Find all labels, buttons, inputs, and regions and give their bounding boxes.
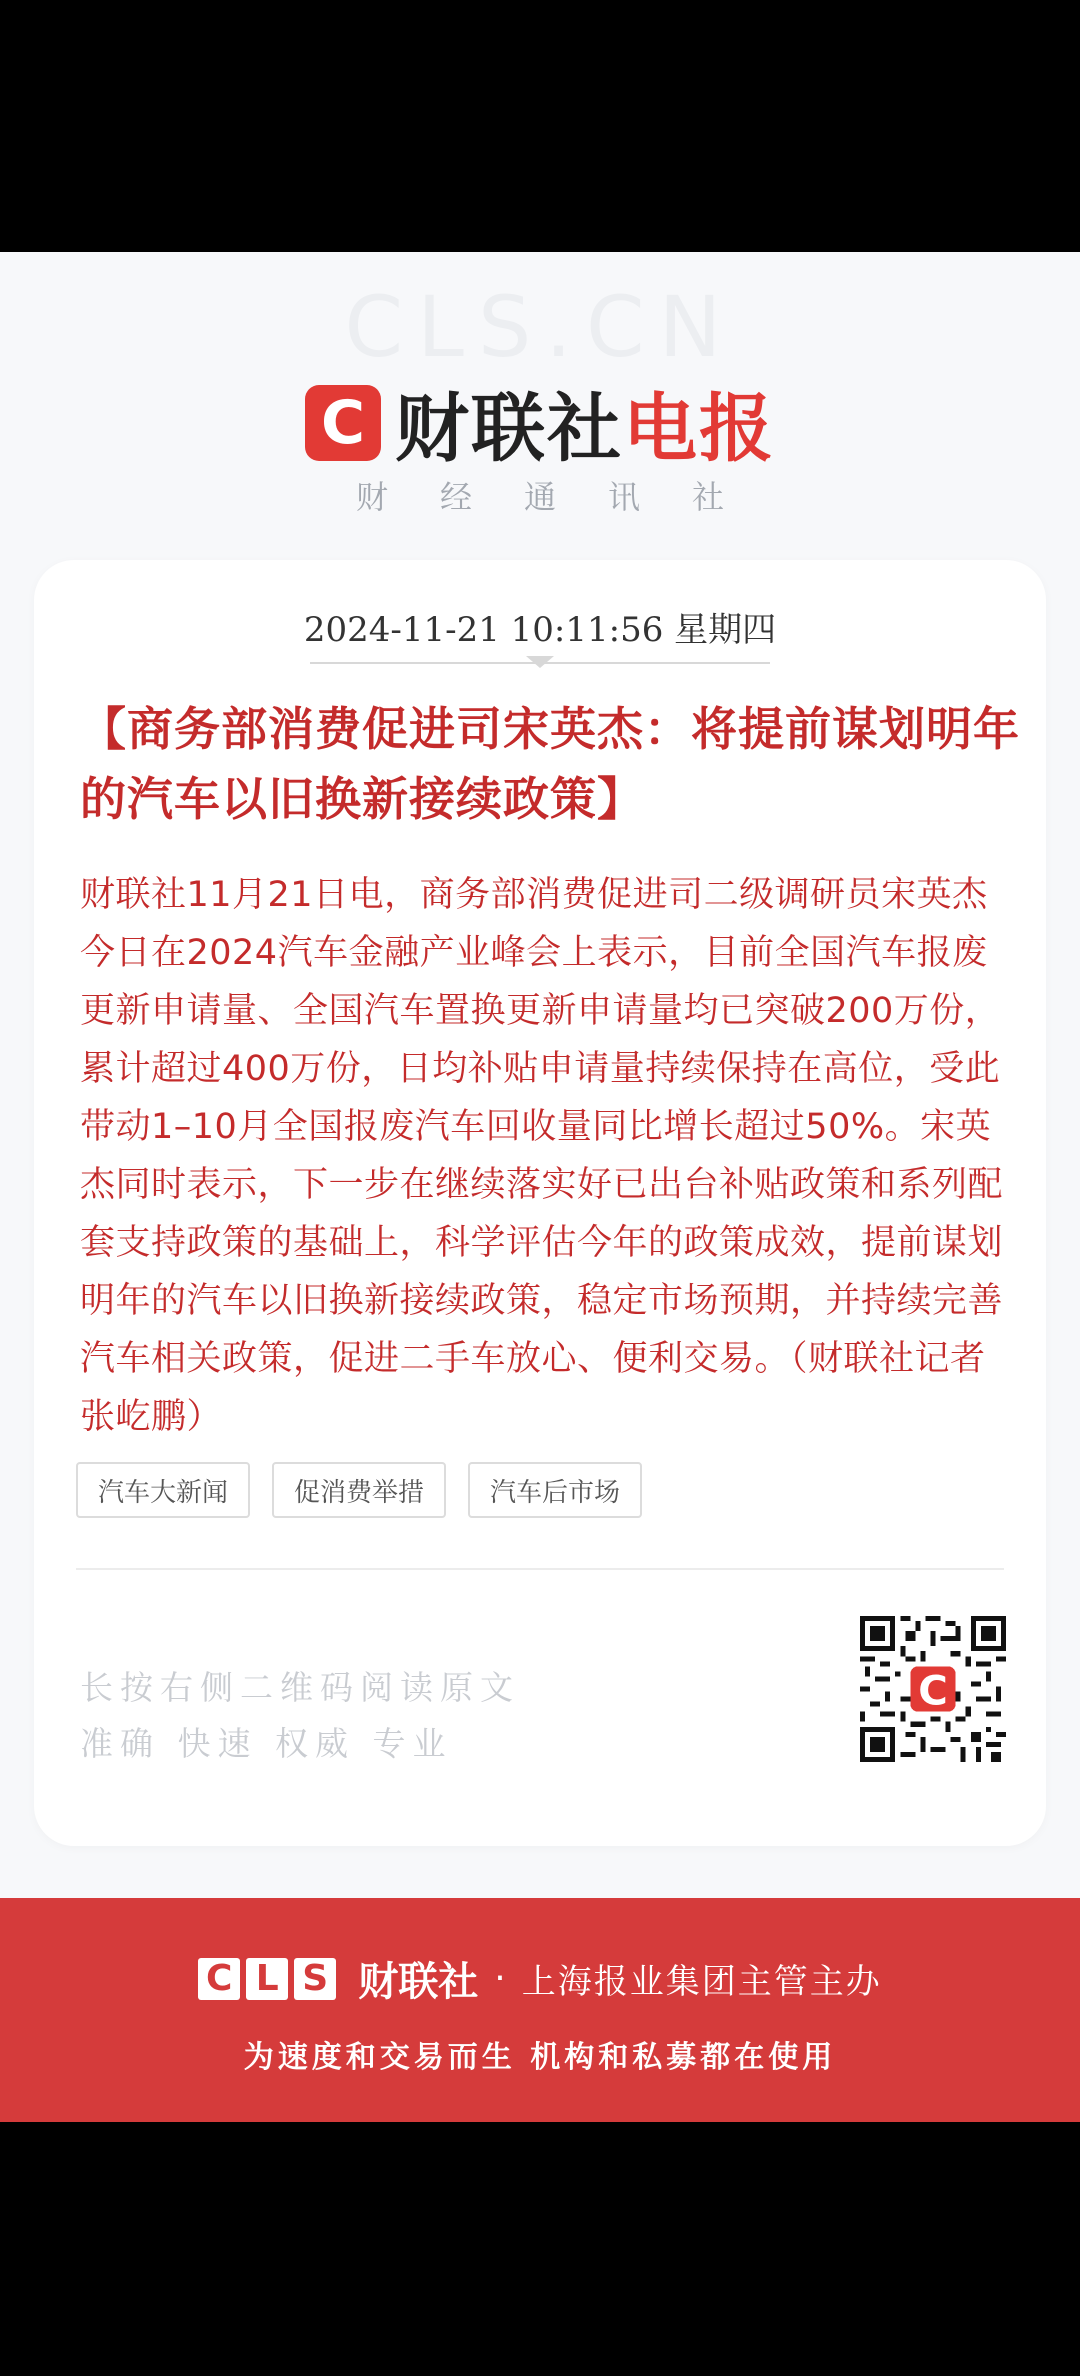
brand-name-black: 财联社: [395, 386, 623, 472]
cls-letter: S: [294, 1958, 336, 2000]
datetime-notch-icon: [526, 656, 554, 668]
footer-text: [80, 1660, 520, 1772]
brand-header: [0, 370, 1080, 476]
top-black-bar: [0, 0, 1080, 252]
brand-name: [395, 370, 775, 476]
banner-brand-name: 财联社: [358, 1959, 479, 2005]
tag-item[interactable]: 促消费举措: [272, 1462, 446, 1518]
brand-subtitle: 财经通讯社: [355, 478, 776, 516]
tag-item[interactable]: 汽车大新闻: [76, 1462, 250, 1518]
article-body: 财联社11月21日电，商务部消费促进司二级调研员宋英杰今日在2024汽车金融产业峰会上表示，目前全国汽车报废更新申请量、全国汽车置换更新申请量均已突破200万份，累计超过400万份，日均补贴申请量持续保持在高位，受此带动1–10月全国报废汽车回收量同比增长超过50%。宋英杰同时表示，下一步在继续落实好已出台补贴政策和系列配套支持政策的基础上，科学评估今年的政策成效，提前谋划明年的汽车以旧换新接续政策，稳定市场预期，并持续完善汽车相关政策，促进二手车放心、便利交易。（财联社记者 张屹鹏）: [80, 875, 1004, 1437]
banner-separator: ·: [494, 1958, 506, 1999]
article-headline: 【商务部消费促进司宋英杰：将提前谋划明年的汽车以旧换新接续政策】: [80, 702, 1020, 826]
article-card: [34, 560, 1046, 1846]
footer-line-read: 长按右侧二维码阅读原文: [80, 1668, 520, 1707]
footer-line-motto: 准确 快速 权威 专业: [80, 1724, 453, 1763]
cls-letter: L: [246, 1958, 288, 2000]
banner-brand-row: [0, 1950, 1080, 2007]
brand-logo-icon: C: [305, 385, 381, 461]
watermark-text: CLS.CN: [344, 278, 736, 376]
tag-list: [76, 1462, 642, 1518]
svg-text:C: C: [918, 1668, 948, 1715]
tag-item[interactable]: 汽车后市场: [468, 1462, 642, 1518]
bottom-black-bar: [0, 2122, 1080, 2376]
banner-slogan: 为速度和交易而生 机构和私募都在使用: [243, 2040, 837, 2075]
article-datetime: 2024-11-21 10:11:56 星期四: [303, 610, 777, 650]
footer-divider: [76, 1568, 1004, 1570]
bottom-banner: [0, 1898, 1080, 2122]
cls-logo: [198, 1958, 336, 2000]
brand-name-red: 电报: [623, 386, 775, 472]
cls-letter: C: [198, 1958, 240, 2000]
banner-organization: 上海报业集团主管主办: [521, 1962, 882, 2002]
qr-code-icon[interactable]: [860, 1616, 1006, 1762]
